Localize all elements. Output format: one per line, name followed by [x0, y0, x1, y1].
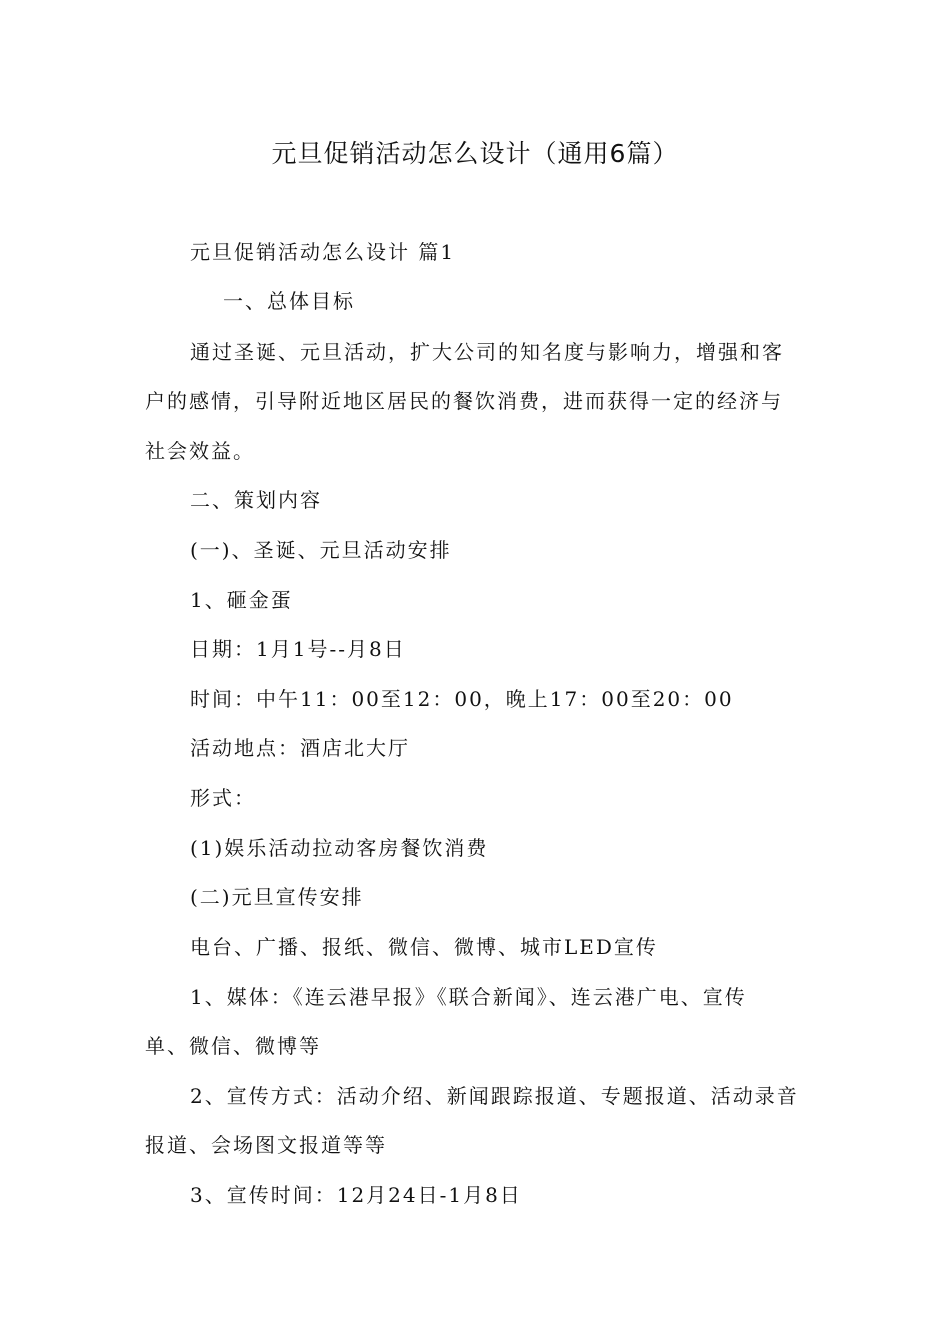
subheading: 二、策划内容	[190, 488, 322, 512]
subheading: (一)、圣诞、元旦活动安排	[190, 538, 452, 562]
paragraph-line: 单、微信、微博等	[145, 1034, 321, 1058]
paragraph-line: 形式：	[190, 786, 256, 810]
section-heading: 元旦促销活动怎么设计 篇1	[190, 240, 456, 264]
subheading: (二)元旦宣传安排	[190, 885, 364, 909]
paragraph-line: 时间：中午11：00至12：00，晚上17：00至20：00	[190, 687, 734, 711]
document-title: 元旦促销活动怎么设计（通用6篇）	[271, 139, 679, 168]
subheading: 一、总体目标	[223, 289, 355, 313]
list-item: (1)娱乐活动拉动客房餐饮消费	[190, 836, 489, 860]
paragraph-line: 报道、会场图文报道等等	[145, 1133, 387, 1157]
paragraph-line: 活动地点：酒店北大厅	[190, 736, 410, 760]
list-item: 3、宣传时间：12月24日-1月8日	[190, 1183, 522, 1207]
paragraph-line: 日期：1月1号--月8日	[190, 637, 406, 661]
list-item: 2、宣传方式：活动介绍、新闻跟踪报道、专题报道、活动录音	[190, 1084, 799, 1108]
paragraph-line: 电台、广播、报纸、微信、微博、城市LED宣传	[190, 935, 658, 959]
paragraph-line: 通过圣诞、元旦活动，扩大公司的知名度与影响力，增强和客	[190, 340, 784, 364]
list-item: 1、砸金蛋	[190, 588, 293, 612]
list-item: 1、媒体：《连云港早报》《联合新闻》、连云港广电、宣传	[190, 985, 747, 1009]
paragraph-line: 户的感情，引导附近地区居民的餐饮消费，进而获得一定的经济与	[145, 389, 783, 413]
paragraph-line: 社会效益。	[145, 439, 255, 463]
